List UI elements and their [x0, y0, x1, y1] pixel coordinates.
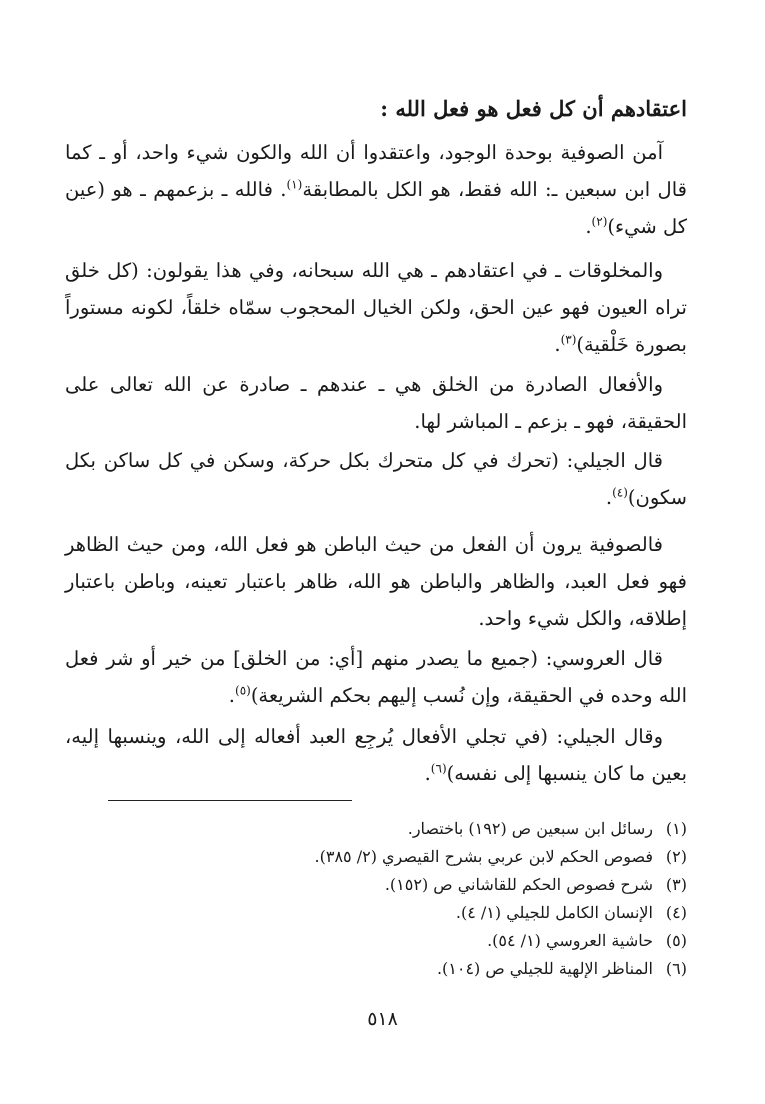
paragraph-4	[65, 442, 687, 516]
paragraph-1-end: .	[585, 215, 592, 238]
paragraph-2	[65, 252, 687, 363]
paragraph-6-end: .	[228, 684, 235, 707]
paragraph-7-end: .	[424, 762, 431, 785]
paragraph-3-text: والأفعال الصادرة من الخلق هي ـ عندهم ـ صادرة عن الله تعالى على الحقيقة، فهو ـ بزعم ـ المباشر لها.	[65, 373, 687, 433]
footnote-ref-1: (١)	[286, 177, 303, 192]
paragraph-6-text: قال العروسي: (جميع ما يصدر منهم [أي: من الخلق] من خير أو شر فعل الله وحده في الحقيقة، وإن نُسب إليهم بحكم الشريعة)	[65, 647, 687, 707]
footnote-5	[67, 929, 687, 953]
paragraph-1-text-cont: . فالله ـ بزعمهم ـ هو (عين كل شيء)	[65, 178, 687, 238]
page-number: ٥١٨	[367, 1008, 398, 1030]
paragraph-5-text: فالصوفية يرون أن الفعل من حيث الباطن هو فعل الله، ومن حيث الظاهر فهو فعل العبد، والظاهر والباطن هو الله، ظاهر باعتبار تعينه، وباطن باعتبار إطلاقه، والكل شيء واحد.	[65, 533, 687, 630]
paragraph-1-text: آمن الصوفية بوحدة الوجود، واعتقدوا أن الله والكون شيء واحد، أو ـ كما قال ابن سبعين ـ: الله فقط، هو الكل بالمطابقة	[65, 141, 687, 201]
footnote-number: (١)	[665, 819, 687, 838]
paragraph-2-end: .	[554, 333, 561, 356]
footnote-6	[67, 957, 687, 981]
footnote-number: (٣)	[665, 875, 687, 894]
footnote-ref-4: (٤)	[612, 485, 628, 500]
footnote-ref-2: (٢)	[591, 214, 608, 229]
footnote-ref-3: (٣)	[560, 332, 577, 347]
paragraph-3	[65, 366, 687, 440]
footnote-2	[67, 845, 687, 869]
footnote-number: (٢)	[665, 847, 687, 866]
paragraph-4-end: .	[605, 486, 613, 509]
footnote-text: رسائل ابن سبعين ص (١٩٢) باختصار.	[407, 819, 653, 838]
footnote-text: المناظر الإلهية للجيلي ص (١٠٤).	[436, 959, 653, 978]
footnote-number: (٦)	[665, 959, 687, 978]
paragraph-2-text: والمخلوقات ـ في اعتقادهم ـ هي الله سبحانه، وفي هذا يقولون: (كل خلق تراه العيون فهو عين الحق، ولكن الخيال المحجوب سمّاه خلقاً، لكونه مستوراً بصورة خَلْقية)	[65, 259, 687, 356]
paragraph-1	[65, 134, 687, 245]
paragraph-5	[65, 526, 687, 637]
footnote-3	[67, 873, 687, 897]
paragraph-7-text: وقال الجيلي: (في تجلي الأفعال يُرجِع العبد أفعاله إلى الله، وينسبها إليه، بعين ما كان ينسبها إلى نفسه)	[65, 725, 687, 785]
footnote-ref-6: (٦)	[430, 761, 447, 776]
footnote-separator	[108, 800, 352, 801]
footnote-text: شرح فصوص الحكم للقاشاني ص (١٥٢).	[384, 875, 653, 894]
footnote-1	[67, 817, 687, 841]
footnote-4	[67, 901, 687, 925]
paragraph-7	[65, 718, 687, 792]
footnote-text: فصوص الحكم لابن عربي بشرح القيصري (٢/ ٣٨٥).	[314, 847, 653, 866]
section-heading: اعتقادهم أن كل فعل هو فعل الله :	[380, 96, 687, 121]
footnote-text: حاشية العروسي (١/ ٥٤).	[487, 931, 653, 950]
footnote-number: (٥)	[665, 931, 687, 950]
paragraph-6	[65, 640, 687, 714]
footnote-number: (٤)	[665, 903, 687, 922]
paragraph-4-text: قال الجيلي: (تحرك في كل متحرك بكل حركة، وسكن في كل ساكن بكل سكون)	[65, 449, 687, 509]
footnote-text: الإنسان الكامل للجيلي (١/ ٤).	[455, 903, 653, 922]
footnote-ref-5: (٥)	[235, 683, 251, 698]
